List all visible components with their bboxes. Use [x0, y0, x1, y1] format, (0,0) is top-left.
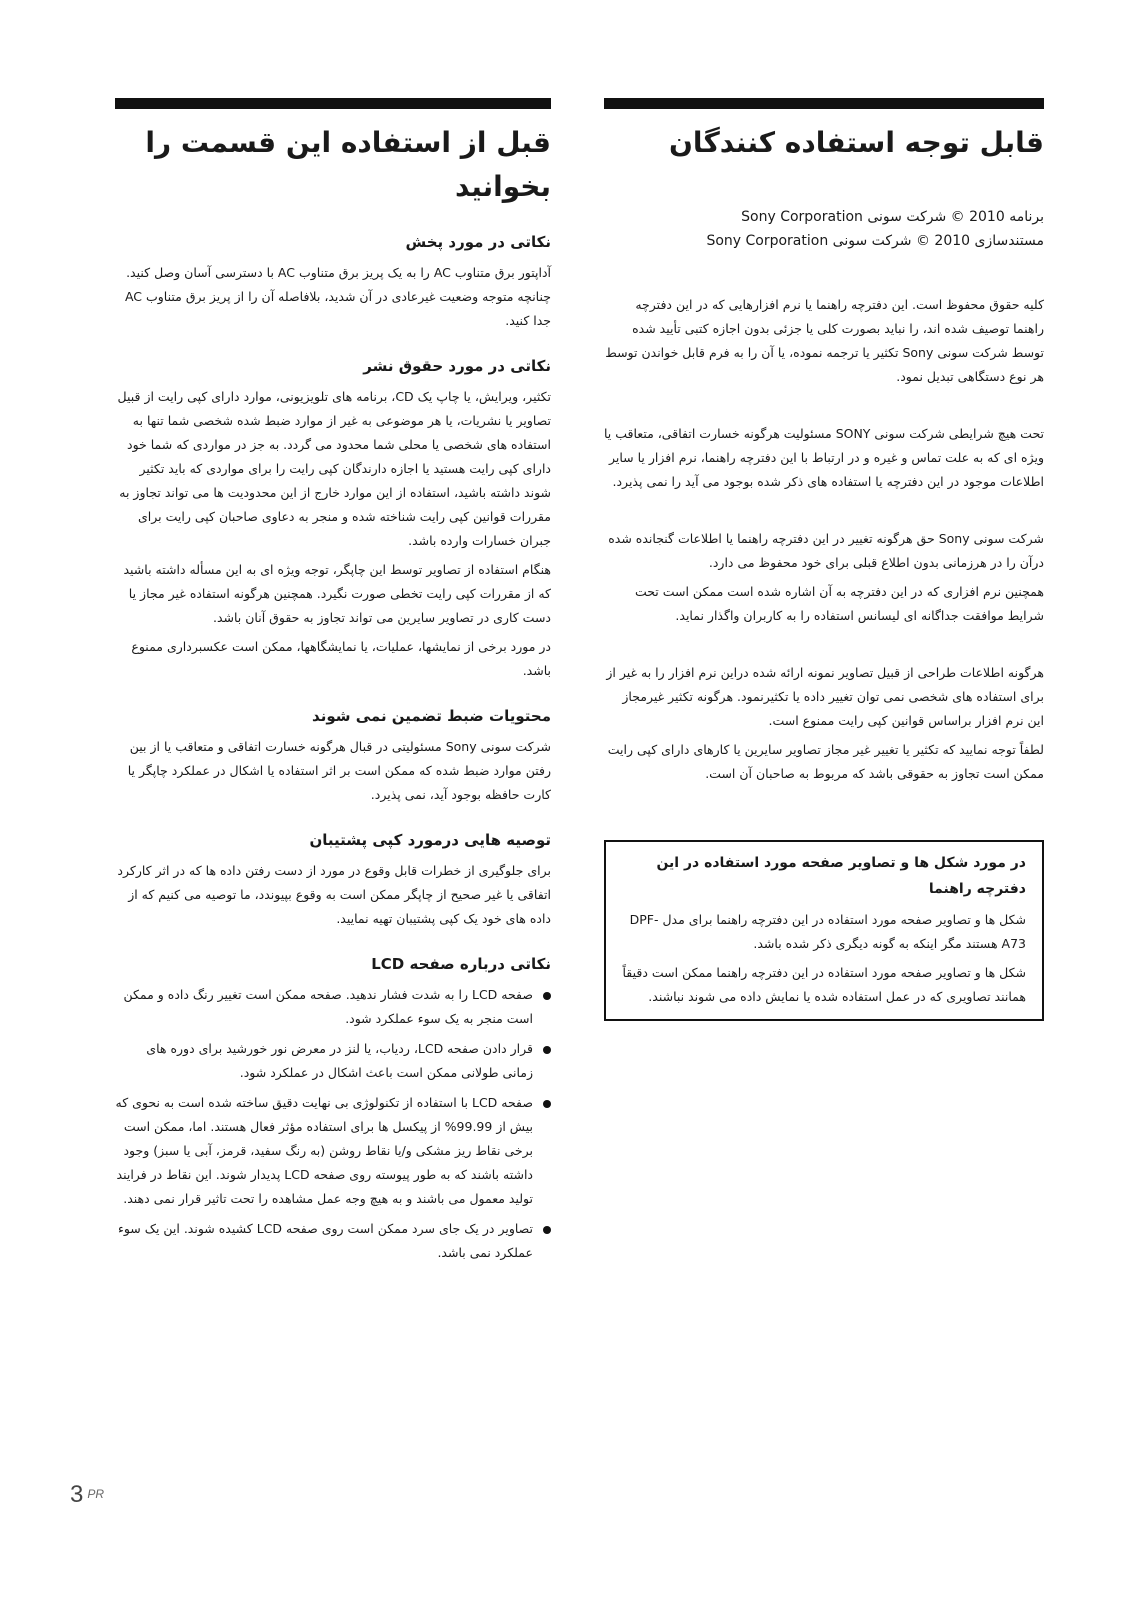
lcd-bullet-text: صفحه LCD با استفاده از تکنولوژی بی نهایت دقیق ساخته شده است به نحوی که بیش از 99.99% از پیکسل ها برای استفاده مؤثر فعال هستند. اما، ممکن است برخی نقاط ریز مشکی و/یا نقاط روشن (به رنگ سفید، قرمز، آبی یا سبز) وجود داشته باشند که به طور پیوسته روی صفحه LCD پدیدار شوند. این نقاط در فرایند تولید معمول می باشند و به هیچ وجه عمل مشاهده را تحت تاثیر قرار نمی دهند.	[115, 1095, 533, 1206]
title-bar-left	[115, 98, 551, 109]
section-heading-recording: محتویات ضبط تضمین نمی شوند	[312, 707, 551, 725]
copyright-notice-paragraph: لطفاً توجه نمایید که تکثیر یا تغییر غیر مجاز تصاویر سایرین یا کارهای دارای کپی رایت ممکن است تجاوز به حقوقی باشد که مربوط به صاحبان آن است.	[607, 742, 1044, 781]
lcd-bullet-list	[115, 983, 551, 1265]
section-paragraph: هنگام استفاده از تصاویر توسط این چاپگر، توجه ویژه ای به این مسأله داشته باشید که از مقررات کپی رایت تخطی صورت نگیرد. همچنین هرگونه استفاده غیر مجاز یا دست کاری در تصاویر سایرین می تواند تجاوز به حقوق آنان باشد.	[123, 562, 551, 625]
page-footer	[70, 1481, 104, 1509]
note-box-paragraph-1: شکل ها و تصاویر صفحه مورد استفاده در این دفترچه راهنما برای مدل DPF-A73 هستند مگر اینکه به گونه دیگری ذکر شده باشد.	[629, 912, 1026, 951]
illustrations-note-box	[604, 840, 1044, 1021]
page-number: 3	[70, 1481, 84, 1508]
rights-paragraph: کلیه حقوق محفوظ است. این دفترچه راهنما یا نرم افزارهایی که در این دفترچه راهنما توصیف شده اند، را نباید بصورت کلی یا جزئی بدون اجازه کتبی تأیید شده توسط شرکت سونی Sony تکثیر یا ترجمه نموده، یا آن را به فرم قابل خواندن توسط هر نوع دستگاهی تبدیل نمود.	[605, 297, 1044, 384]
changes-paragraph: شرکت سونی Sony حق هرگونه تغییر در این دفترچه راهنما یا اطلاعات گنجانده شده درآن را در هرزمانی بدون اطلاع قبلی برای خود محفوظ می دارد.	[608, 531, 1044, 570]
section-paragraph: آداپتور برق متناوب AC را به یک پریز برق متناوب AC با دسترسی آسان وصل کنید. چنانچه متوجه وضعیت غیرعادی در آن شدید، بلافاصله آن را از پریز برق متناوب AC جدا کنید.	[124, 265, 551, 328]
lcd-bullet-item	[115, 1037, 551, 1085]
lcd-bullet-text: قرار دادن صفحه LCD، ردیاب، یا لنز در معرض نور خورشید برای دوره های زمانی طولانی ممکن است باعث اشکال در عملکرد شود.	[146, 1041, 533, 1080]
liability-paragraph: تحت هیچ شرایطی شرکت سونی SONY مسئولیت هرگونه خسارت اتفاقی، متعاقب یا ویژه ای که به علت تماس و غیره و در ارتباط با این دفترچه راهنما، نرم افزار یا سایر اطلاعات موجود در این دفترچه یا استفاده های ذکر شده بوجود می آید را نمی پذیرد.	[603, 426, 1044, 489]
section-paragraph: برای جلوگیری از خطرات قابل وقوع در مورد از دست رفتن داده ها که در اثر کارکرد اتفاقی یا غیر صحیح از چاپگر ممکن است به وقوع بپیوندد، ما توصیه می کنیم که از داده های خود یک کپی پشتیبان تهیه نمایید.	[117, 863, 551, 926]
page-title-right: قابل توجه استفاده کنندگان	[669, 126, 1044, 159]
lcd-bullet-item	[115, 1091, 551, 1211]
lcd-bullet-item	[115, 1217, 551, 1265]
lcd-bullet-text: تصاویر در یک جای سرد ممکن است روی صفحه LCD کشیده شوند. این یک سوء عملکرد نمی باشد.	[117, 1221, 533, 1260]
lcd-bullet-text: صفحه LCD را به شدت فشار ندهید. صفحه ممکن است تغییر رنگ داده و ممکن است منجر به یک سوء عملکرد شود.	[123, 987, 533, 1026]
design-data-paragraph: هرگونه اطلاعات طراحی از قبیل تصاویر نمونه ارائه شده دراین نرم افزار را به غیر از برای استفاده های شخصی نمی توان تغییر داده یا تکثیرنمود. هرگونه تکثیر غیرمجاز این نرم افزار براساس قوانین کپی رایت ممنوع است.	[606, 665, 1044, 728]
note-box-title: در مورد شکل ها و تصاویر صفحه مورد استفاده در این دفترچه راهنما	[656, 855, 1026, 897]
bullet-dot-icon	[543, 1226, 551, 1234]
right-column	[604, 98, 1044, 1021]
license-paragraph: همچنین نرم افزاری که در این دفترچه به آن اشاره شده است ممکن است تحت شرایط موافقت جداگانه ای لیسانس استفاده را به کاربران واگذار نماید.	[634, 584, 1044, 623]
copyright-line-1: برنامه 2010 © شرکت سونی Sony Corporation	[741, 209, 1044, 225]
copyright-line-2: مستندسازی 2010 © شرکت سونی Sony Corporation	[706, 233, 1044, 249]
page-title-left: قبل از استفاده این قسمت را بخوانید	[145, 126, 551, 203]
lcd-bullet-item	[115, 983, 551, 1031]
section-heading-backup: توصیه هایی درمورد کپی پشتیبان	[309, 831, 551, 849]
bullet-dot-icon	[543, 992, 551, 1000]
bullet-dot-icon	[543, 1046, 551, 1054]
section-paragraph: شرکت سونی Sony مسئولیتی در قبال هرگونه خسارت اتفاقی و متعاقب یا از بین رفتن موارد ضبط شده که ممکن است بر اثر استفاده یا اشکال در عملکرد چاپگر یا کارت حافظه بوجود آید، نمی پذیرد.	[127, 739, 551, 802]
section-paragraph: تکثیر، ویرایش، یا چاپ یک CD، برنامه های تلویزیونی، موارد دارای کپی رایت از قبیل تصاویر یا نشریات، یا هر موضوعی به غیر از موارد ضبط شده شخصی شما تنها به استفاده های شخصی یا محلی شما محدود می گردد. به جز در مواردی که شما خود دارای کپی رایت هستید یا اجازه دارندگان کپی رایت را برای مواردی که باید تکثیر شوند داشته باشید، استفاده از این موارد خارج از این محدودیت ها می تواند تجاوز به مقررات قوانین کپی رایت شناخته شده و منجر به دعاوی صاحبان کپی رایت برای جبران خسارات وارده باشد.	[117, 389, 551, 548]
section-paragraph: در مورد برخی از نمایشها، عملیات، یا نمایشگاهها، ممکن است عکسبرداری ممنوع باشد.	[131, 639, 551, 678]
title-bar-right	[604, 98, 1044, 109]
left-column	[115, 98, 551, 1271]
note-box-paragraph-2: شکل ها و تصاویر صفحه مورد استفاده در این دفترچه راهنما ممکن است دقیقاً همانند تصاویری که در عمل استفاده شده یا نمایش داده می شوند نباشند.	[622, 965, 1026, 1004]
section-heading-playback: نکاتی در مورد پخش	[405, 233, 551, 251]
section-heading-copyright: نکاتی در مورد حقوق نشر	[363, 357, 551, 375]
language-code: PR	[87, 1487, 105, 1501]
bullet-dot-icon	[543, 1100, 551, 1108]
copyright-block	[604, 205, 1044, 253]
section-heading-lcd: نکاتی درباره صفحه LCD	[371, 955, 551, 973]
